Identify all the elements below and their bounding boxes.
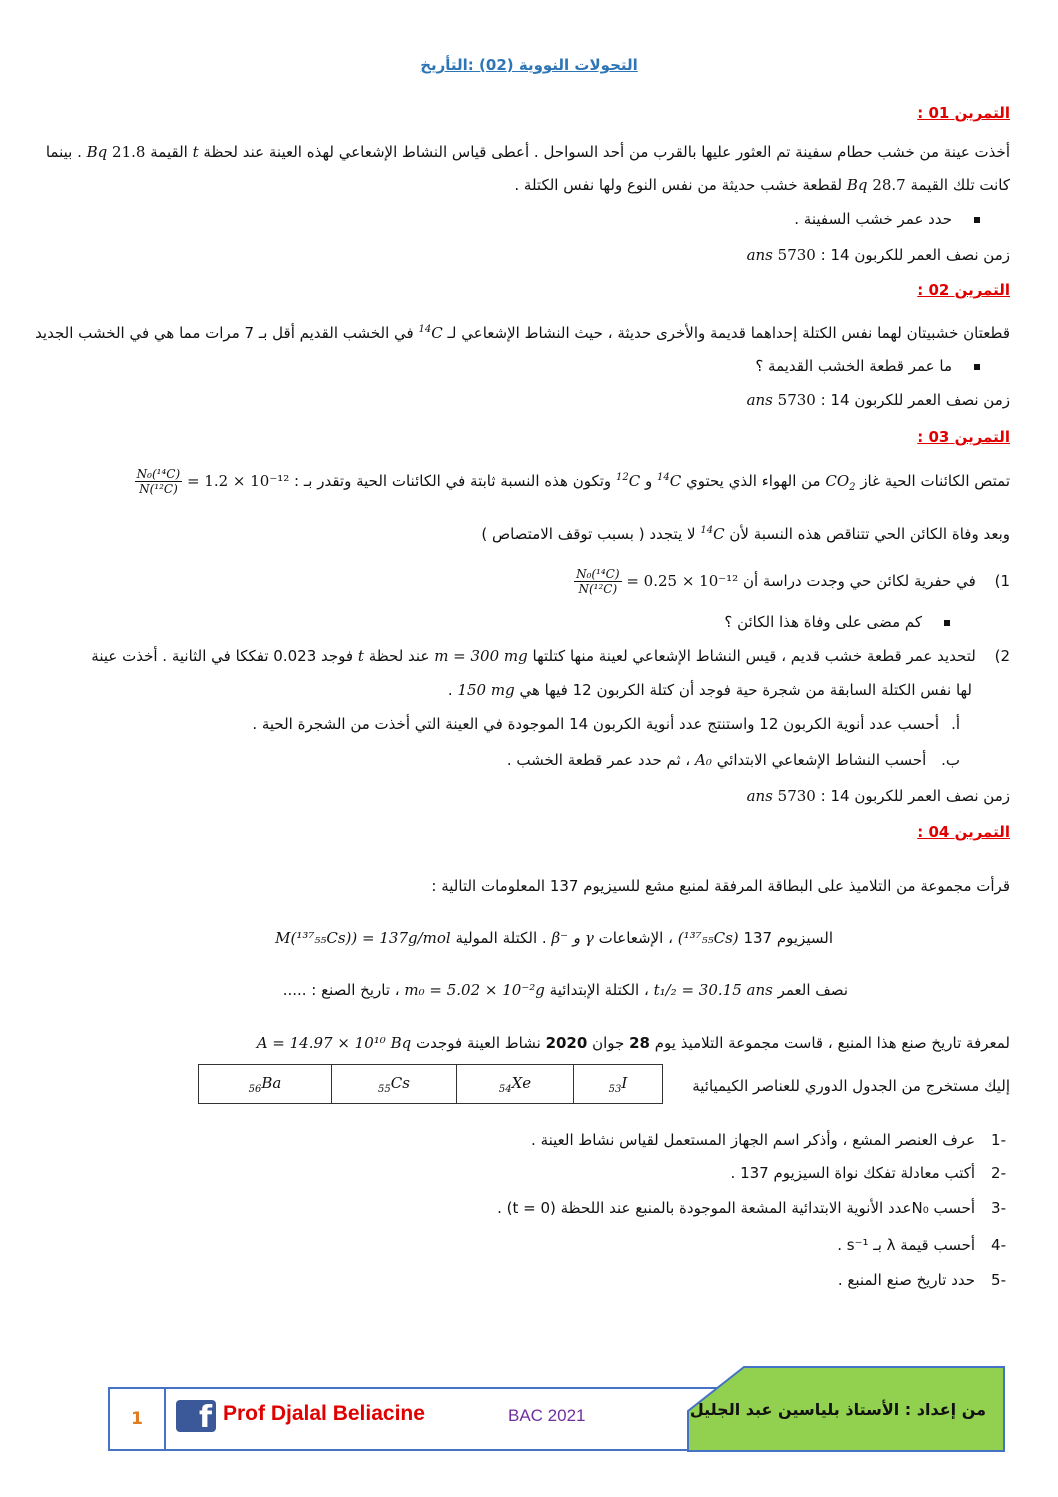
ex3-half-life: زمن نصف العمر للكربون 14 : 5730 ans (746, 787, 1010, 805)
ratio-fraction: $\frac{\text{N₀(¹⁴C)}}{\text{N(¹²C)}}$ (576, 567, 620, 596)
ex3-q2-b: ب. أحسب النشاط الإشعاعي الابتدائي A₀ ، ثم حدد عمر قطعة الخشب . (506, 751, 960, 769)
ex3-q2-line-2: لها نفس الكتلة السابقة من شجرة حية فوجد أن كتلة الكربون 12 فيها هي 150 mg . (447, 681, 972, 699)
ex4-question: -1عرف العنصر المشع ، وأذكر اسم الجهاز المستعمل لقياس نشاط العينة . (531, 1131, 1006, 1149)
bullet-icon (944, 620, 950, 626)
page-number: 1 (110, 1389, 166, 1449)
periodic-table-extract (198, 1064, 663, 1104)
facebook-icon[interactable]: f (176, 1400, 216, 1432)
element-cell: $_{55}$Cs (332, 1065, 457, 1104)
ex3-q1-bullet: كم مضى على وفاة هذا الكائن ؟ (724, 612, 950, 632)
exercise-2-heading: التمرين 02 : (917, 281, 1010, 299)
bullet-icon (974, 364, 980, 370)
element-cell: $_{53}$I (574, 1065, 663, 1104)
ex4-question: -3أحسب N₀عدد الأنوية الابتدائية المشعة الموجودة بالمنبع عند اللحظة (t = 0) . (497, 1199, 1006, 1217)
ex4-card-line-2: نصف العمر t₁/₂ = 30.15 ans ، الكتلة الإبتدائية m₀ = 5.02 × 10⁻²g ، تاريخ الصنع : ..... (282, 981, 848, 999)
ex3-q1: 1) في حفرية لكائن حي وجدت دراسة أن = 0.25 × 10⁻¹² $\frac{\text{N₀(¹⁴C)}}{\text{N(¹²C)}}$ (576, 567, 1010, 596)
author-brand[interactable]: Prof Djalal Beliacine (223, 1402, 425, 1425)
ex4-question: -2أكتب معادلة تفكك نواة السيزيوم 137 . (730, 1164, 1006, 1182)
element-cell: $_{56}$Ba (199, 1065, 332, 1104)
ex4-card-line-1: السيزيوم 137 (¹³⁷₅₅Cs) ، الإشعاعات β⁻ و γ . الكتلة المولية M(¹³⁷₅₅Cs)) = 137g/mol (275, 929, 833, 947)
ex4-table-label: إليك مستخرج من الجدول الدوري للعناصر الكيميائية (692, 1077, 1010, 1095)
ex4-question: -4أحسب قيمة λ بـ s⁻¹ . (837, 1236, 1006, 1254)
ratio-fraction: $\frac{\text{N₀(¹⁴C)}}{\text{N(¹²C)}}$ (136, 467, 181, 496)
ex2-half-life: زمن نصف العمر للكربون 14 : 5730 ans (746, 391, 1010, 409)
ex2-line-1: قطعتان خشبيتان لهما نفس الكتلة إحداهما قديمة والأخرى حديثة ، حيث النشاط الإشعاعي لـ $^{14}$C في الخشب القديم أقل بـ 7 مرات مما هي في الخشب الجديد (35, 324, 1010, 342)
element-cell: $_{54}$Xe (457, 1065, 574, 1104)
ex4-intro: قرأت مجموعة من التلاميذ على البطاقة المرفقة لمنبع مشع للسيزيوم 137 المعلومات التالية : (431, 877, 1010, 895)
ex1-half-life: زمن نصف العمر للكربون 14 : 5730 ans (746, 246, 1010, 264)
author-name: من إعداد : الأستاذ بلياسين عبد الجليل (689, 1400, 986, 1419)
ex4-measure: لمعرفة تاريخ صنع هذا المنبع ، قاست مجموعة التلاميذ يوم 28 جوان 2020 نشاط العينة فوجدت A = 14.97 × 10¹⁰ Bq (256, 1034, 1010, 1052)
exercise-1-heading: التمرين 01 : (917, 104, 1010, 122)
page-title: التحولات النووية (02) :التأريخ (420, 56, 638, 74)
ex3-q2-a: أ.أحسب عدد أنوية الكربون 12 واستنتج عدد أنوية الكربون 14 الموجودة في العينة التي أخذت من الشجرة الحية . (252, 715, 960, 733)
ex1-line-2: كانت تلك القيمة 28.7 Bq لقطعة خشب حديثة من نفس النوع ولها نفس الكتلة . (514, 176, 1010, 194)
ex1-line-1: أخذت عينة من خشب حطام سفينة تم العثور عليها بالقرب من أحد السواحل . أعطى قياس النشاط الإشعاعي لهذه العينة عند لحظة t القيمة 21.8 Bq . بينما (45, 143, 1010, 161)
ex3-line-1: تمتص الكائنات الحية غاز $CO_2$ من الهواء الذي يحتوي $^{14}$C و $^{12}$C وتكون هذه النسبة ثابتة في الكائنات الحية وتقدر بـ : = 1.2 × 10⁻¹² $\frac{\text{N₀(¹⁴C)}}{\text{N(¹²C)}}$ (136, 467, 1010, 496)
bullet-icon (974, 217, 980, 223)
ex3-q2-line-1: 2) لتحديد عمر قطعة خشب قديم ، قيس النشاط الإشعاعي لعينة منها كتلتها m = 300 mg عند لحظة t فوجد 0.023 تفككا في الثانية . أخذت عينة (91, 647, 1010, 665)
exercise-3-heading: التمرين 03 : (917, 428, 1010, 446)
ex3-line-2: وبعد وفاة الكائن الحي تتناقص هذه النسبة لأن $^{14}$C لا يتجدد ( بسبب توقف الامتصاص ) (481, 525, 1010, 543)
ex1-bullet: حدد عمر خشب السفينة . (794, 209, 980, 229)
exercise-4-heading: التمرين 04 : (917, 823, 1010, 841)
bac-label: BAC 2021 (508, 1406, 586, 1425)
ex2-bullet: ما عمر قطعة الخشب القديمة ؟ (755, 356, 980, 376)
ex4-question: -5حدد تاريخ صنع المنبع . (837, 1271, 1006, 1289)
